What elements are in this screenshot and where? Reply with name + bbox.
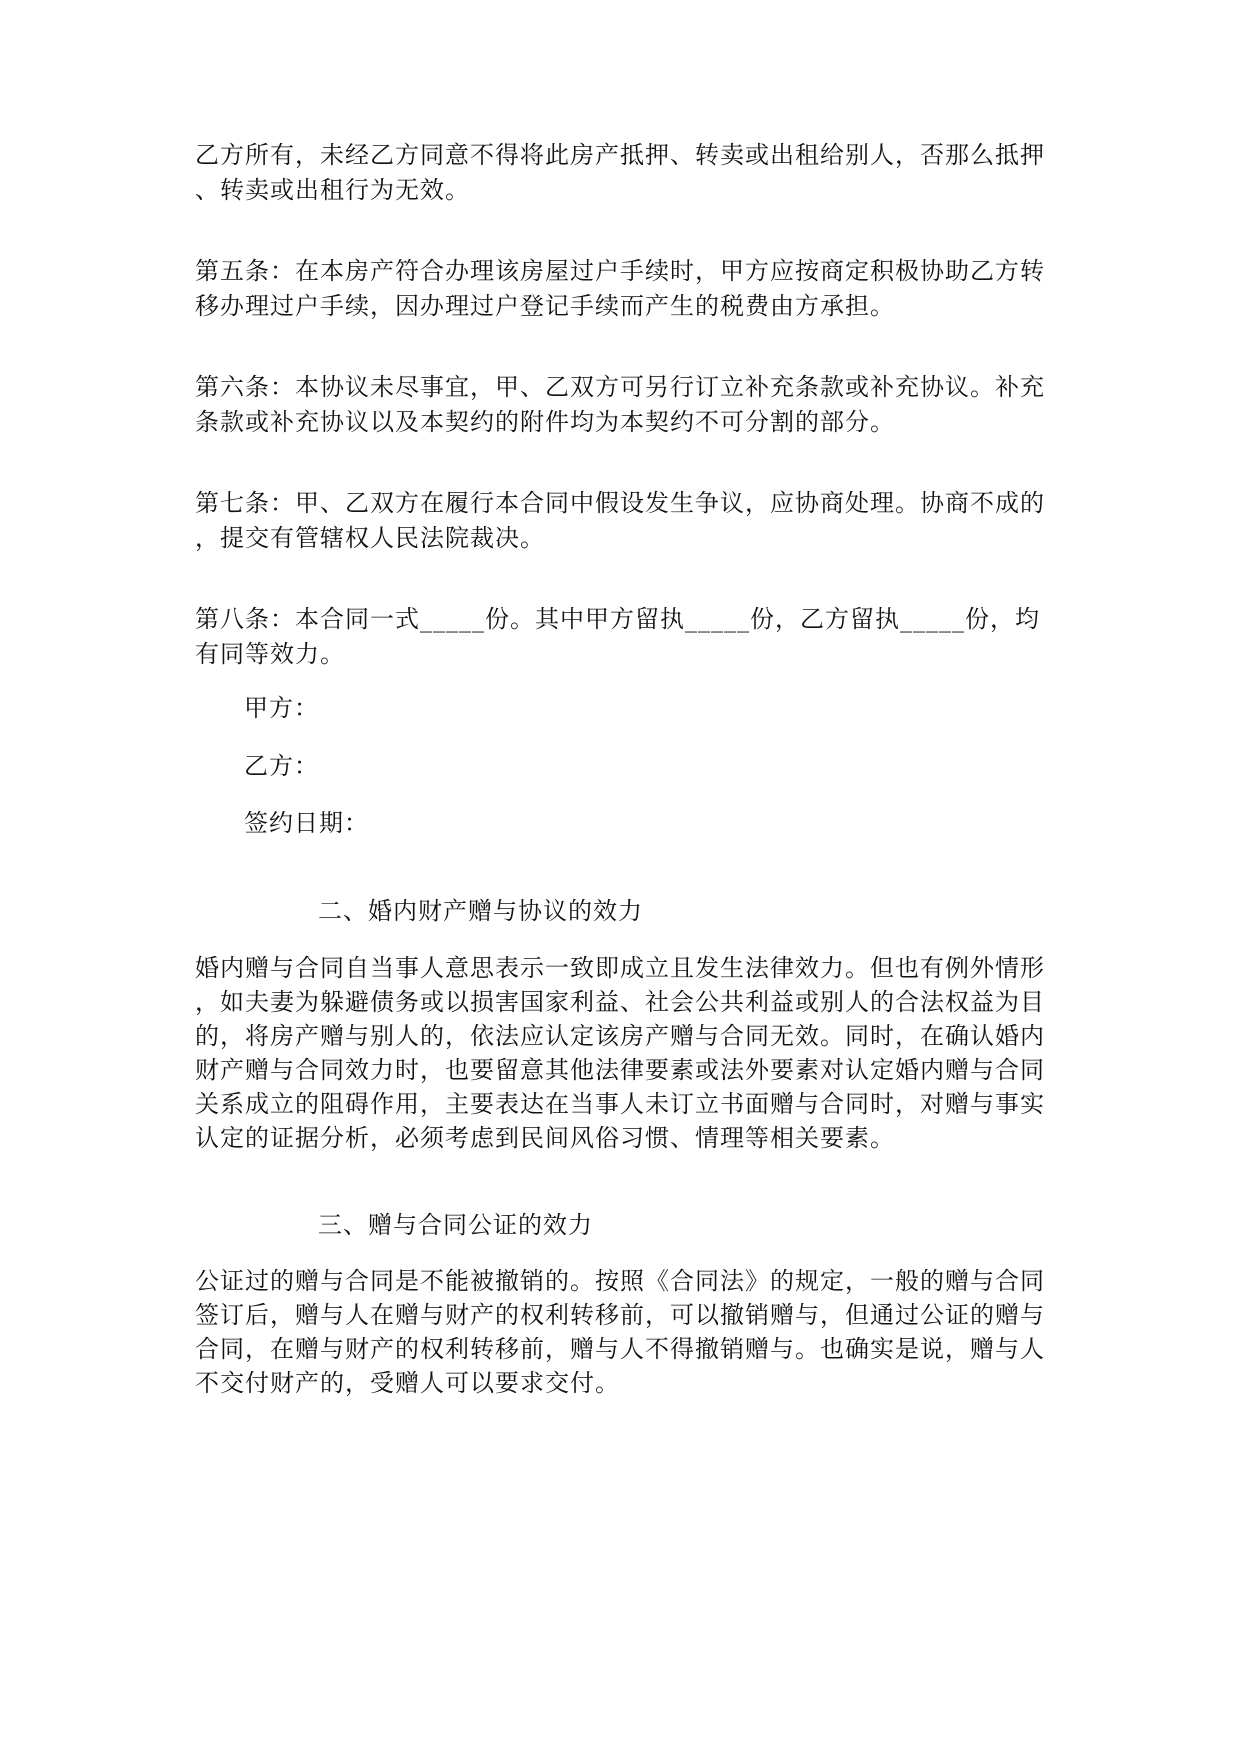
clause-8-line-2: 有同等效力。 (195, 640, 345, 668)
section-3-para-line-2: 签订后，赠与人在赠与财产的权利转移前，可以撤销赠与，但通过公证的赠与 (195, 1301, 1045, 1329)
section-3-para-line-4: 不交付财产的，受赠人可以要求交付。 (195, 1369, 620, 1397)
clause-5-line-2: 移办理过户手续，因办理过户登记手续而产生的税费由方承担。 (195, 292, 895, 320)
clause-7-line-1: 第七条：甲、乙双方在履行本合同中假设发生争议，应协商处理。协商不成的 (195, 489, 1045, 517)
section-2-para-line-2: ，如夫妻为躲避债务或以损害国家利益、社会公共利益或别人的合法权益为目 (195, 988, 1045, 1016)
clause-5-line-1: 第五条：在本房产符合办理该房屋过户手续时，甲方应按商定积极协助乙方转 (195, 257, 1045, 285)
section-2-para-line-1: 婚内赠与合同自当事人意思表示一致即成立且发生法律效力。但也有例外情形 (195, 954, 1045, 982)
clause-8-line-1: 第八条：本合同一式_____份。其中甲方留执_____份，乙方留执_____份，均 (195, 605, 1040, 633)
section-3-para-line-1: 公证过的赠与合同是不能被撤销的。按照《合同法》的规定，一般的赠与合同 (195, 1267, 1045, 1295)
section-2-para-line-4: 财产赠与合同效力时，也要留意其他法律要素或法外要素对认定婚内赠与合同 (195, 1056, 1045, 1084)
clause-6-line-2: 条款或补充协议以及本契约的附件均为本契约不可分割的部分。 (195, 408, 895, 436)
clause-4-line-1: 乙方所有，未经乙方同意不得将此房产抵押、转卖或出租给别人，否那么抵押 (195, 141, 1045, 169)
section-2-heading: 二、婚内财产赠与协议的效力 (318, 897, 643, 925)
clause-4-line-2: 、转卖或出租行为无效。 (195, 176, 470, 204)
sign-date-label: 签约日期： (244, 809, 369, 837)
section-3-heading: 三、赠与合同公证的效力 (318, 1211, 593, 1239)
party-a-label: 甲方： (244, 694, 319, 722)
section-2-para-line-6: 认定的证据分析，必须考虑到民间风俗习惯、情理等相关要素。 (195, 1124, 895, 1152)
party-b-label: 乙方： (244, 752, 319, 780)
clause-6-line-1: 第六条：本协议未尽事宜，甲、乙双方可另行订立补充条款或补充协议。补充 (195, 373, 1045, 401)
section-2-para-line-3: 的，将房产赠与别人的，依法应认定该房产赠与合同无效。同时，在确认婚内 (195, 1022, 1045, 1050)
section-2-para-line-5: 关系成立的阻碍作用，主要表达在当事人未订立书面赠与合同时，对赠与事实 (195, 1090, 1045, 1118)
clause-7-line-2: ，提交有管辖权人民法院裁决。 (195, 524, 545, 552)
section-3-para-line-3: 合同，在赠与财产的权利转移前，赠与人不得撤销赠与。也确实是说，赠与人 (195, 1335, 1045, 1363)
